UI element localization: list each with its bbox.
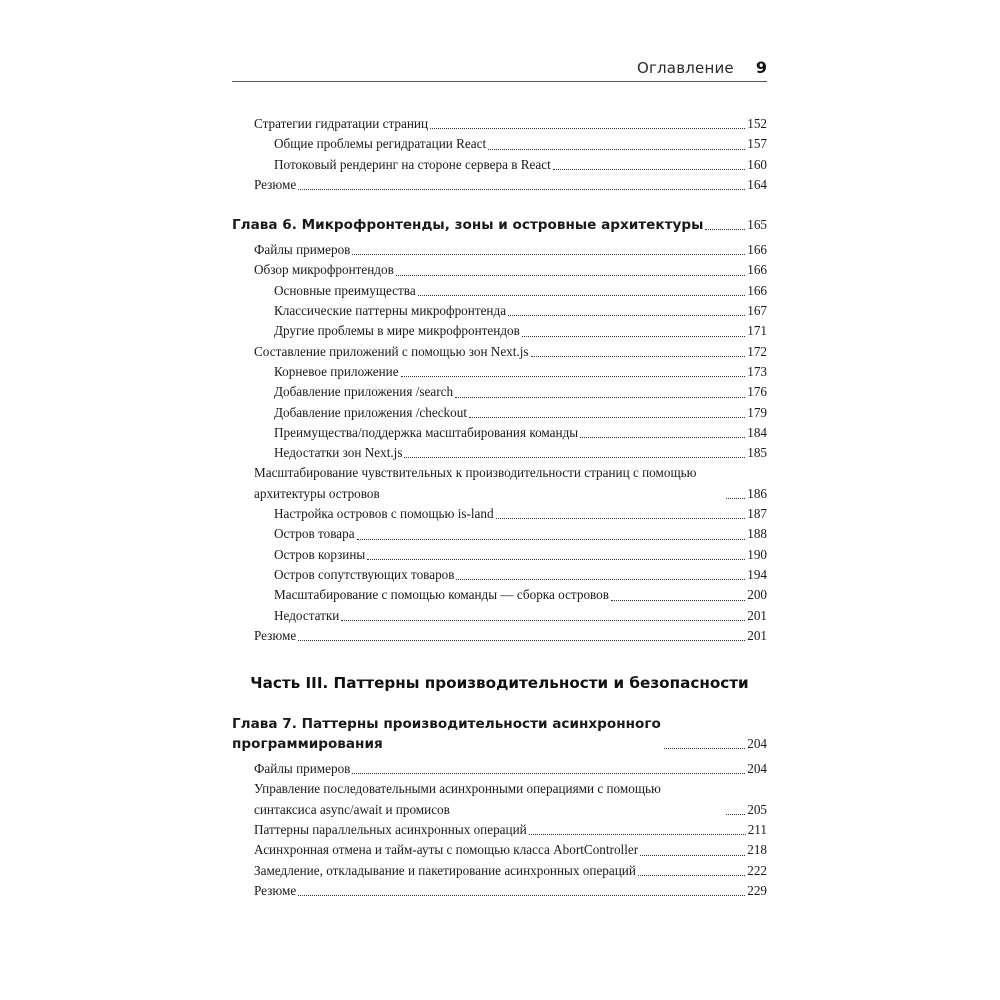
- part-3-heading[interactable]: Часть III. Паттерны производительности и безопасности: [250, 674, 749, 693]
- chapter-title: Глава 6. Микрофронтенды, зоны и островные архитектуры: [232, 217, 704, 234]
- dot-leader: [726, 498, 745, 499]
- toc-entry-title: Управление последовательными асинхронными операциями с помощью синтаксиса async/await и промисов: [254, 781, 661, 817]
- dot-leader: [638, 875, 745, 876]
- dot-leader: [455, 397, 745, 398]
- toc-entry-title: Основные преимущества: [274, 282, 416, 298]
- toc-entry-page: 164: [747, 176, 767, 192]
- toc-entry[interactable]: [232, 565, 767, 585]
- toc-entry[interactable]: [232, 155, 767, 175]
- toc-entry-page: 166: [747, 282, 767, 298]
- chapter-page: 165: [747, 217, 767, 233]
- dot-leader: [298, 640, 745, 641]
- toc-entry[interactable]: [232, 260, 767, 280]
- toc-entry-page: 204: [747, 761, 767, 777]
- running-header: [232, 58, 767, 80]
- dot-leader: [469, 417, 745, 418]
- dot-leader: [664, 748, 745, 749]
- toc-entry[interactable]: [232, 759, 767, 779]
- dot-leader: [522, 336, 745, 337]
- toc-entry-title: Добавление приложения /search: [274, 384, 454, 400]
- dot-leader: [531, 356, 746, 357]
- dot-leader: [726, 814, 745, 815]
- toc-entry[interactable]: [232, 443, 767, 463]
- toc-entry-page: 218: [747, 842, 767, 858]
- toc-entry[interactable]: [232, 820, 767, 840]
- toc-entry-title: Остров сопутствующих товаров: [274, 566, 455, 582]
- toc-entry[interactable]: [232, 342, 767, 362]
- toc-entry-title: Остров товара: [274, 526, 355, 542]
- toc-entry-title: Файлы примеров: [254, 242, 351, 258]
- dot-leader: [456, 579, 745, 580]
- dot-leader: [611, 600, 745, 601]
- toc-entry[interactable]: [232, 362, 767, 382]
- toc-entry[interactable]: [232, 504, 767, 524]
- toc-entry-title: Общие проблемы регидратации React: [274, 136, 487, 152]
- toc-entry[interactable]: [232, 382, 767, 402]
- chapter-page: 204: [747, 736, 767, 752]
- toc-entry-page: 160: [747, 156, 767, 172]
- toc-entry[interactable]: [232, 114, 767, 134]
- toc-entry-page: 222: [747, 862, 767, 878]
- header-rule: [232, 81, 767, 82]
- toc-entry-title: Остров корзины: [274, 546, 366, 562]
- toc-entry[interactable]: [232, 626, 767, 646]
- toc-entry-title: Масштабирование с помощью команды — сборка островов: [274, 587, 610, 603]
- page-number: 9: [755, 58, 767, 77]
- toc-entry-title: Резюме: [254, 176, 297, 192]
- toc-entry[interactable]: [232, 524, 767, 544]
- toc-entry[interactable]: [232, 240, 767, 260]
- toc-entry-title: Другие проблемы в мире микрофронтендов: [274, 323, 520, 339]
- chapter-title: Глава 7. Паттерны производительности асинхронного программирования: [232, 716, 661, 753]
- toc-entry-title: Добавление приложения /checkout: [274, 404, 467, 420]
- toc-entry-page: 200: [747, 587, 767, 603]
- section-title: Оглавление: [636, 59, 734, 77]
- toc-entry-page: 205: [747, 801, 767, 817]
- dot-leader: [404, 457, 745, 458]
- toc-entry[interactable]: [232, 134, 767, 154]
- toc-entry[interactable]: [232, 403, 767, 423]
- toc-entry[interactable]: [232, 881, 767, 901]
- toc-entry-page: 171: [747, 323, 767, 339]
- chapter-7-heading[interactable]: [232, 714, 767, 754]
- toc-entry[interactable]: [232, 423, 767, 443]
- toc-entry-title: Настройка островов с помощью is-land: [274, 506, 494, 522]
- toc-entry[interactable]: [232, 545, 767, 565]
- dot-leader: [352, 773, 745, 774]
- toc-entry-page: 173: [747, 363, 767, 379]
- toc-entry[interactable]: [232, 281, 767, 301]
- toc-entry-page: 201: [747, 607, 767, 623]
- dot-leader: [357, 539, 746, 540]
- dot-leader: [529, 834, 746, 835]
- dot-leader: [496, 518, 746, 519]
- toc-entry-page: 211: [747, 822, 767, 838]
- dot-leader: [341, 620, 745, 621]
- toc-entry-page: 190: [747, 546, 767, 562]
- toc-entry[interactable]: [232, 463, 767, 504]
- dot-leader: [367, 559, 745, 560]
- dot-leader: [580, 437, 745, 438]
- toc-entry-title: Асинхронная отмена и тайм-ауты с помощью класса AbortController: [254, 842, 639, 858]
- toc-entry-title: Потоковый рендеринг на стороне сервера в React: [274, 156, 551, 172]
- toc-entry-title: Замедление, откладывание и пакетирование асинхронных операций: [254, 862, 636, 878]
- toc-entry-page: 166: [747, 262, 767, 278]
- toc-entry-page: 201: [747, 627, 767, 643]
- dot-leader: [508, 315, 745, 316]
- dot-leader: [430, 128, 745, 129]
- toc-entry-title: Классические паттерны микрофронтенда: [274, 303, 507, 319]
- toc-entry[interactable]: [232, 321, 767, 341]
- toc-entry-page: 176: [747, 384, 767, 400]
- toc-entry-page: 172: [747, 343, 767, 359]
- toc-entry-title: Паттерны параллельных асинхронных операций: [254, 822, 527, 838]
- chapter-5-tail: [232, 114, 767, 195]
- table-of-contents: [232, 112, 767, 901]
- toc-entry-title: Файлы примеров: [254, 761, 351, 777]
- toc-entry-page: 166: [747, 242, 767, 258]
- dot-leader: [396, 275, 745, 276]
- toc-entry-title: Недостатки зон Next.js: [274, 445, 403, 461]
- dot-leader: [401, 376, 746, 377]
- toc-entry-title: Резюме: [254, 882, 297, 898]
- dot-leader: [705, 229, 745, 230]
- toc-entry-title: Преимущества/поддержка масштабирования команды: [274, 424, 579, 440]
- dot-leader: [352, 254, 745, 255]
- toc-entry-page: 157: [747, 136, 767, 152]
- toc-entry-title: Составление приложений с помощью зон Next.js: [254, 343, 529, 359]
- toc-entry[interactable]: [232, 861, 767, 881]
- dot-leader: [298, 189, 745, 190]
- dot-leader: [640, 855, 745, 856]
- toc-entry-title: Резюме: [254, 627, 297, 643]
- toc-entry-page: 167: [747, 303, 767, 319]
- dot-leader: [298, 895, 745, 896]
- chapter-7-entries: [232, 759, 767, 901]
- toc-entry-page: 186: [747, 485, 767, 501]
- toc-entry-title: Масштабирование чувствительных к производительности страниц с помощью архитектуры островов: [254, 465, 697, 501]
- toc-entry-title: Обзор микрофронтендов: [254, 262, 394, 278]
- toc-entry-title: Недостатки: [274, 607, 340, 623]
- toc-entry[interactable]: [232, 175, 767, 195]
- toc-entry-page: 185: [747, 445, 767, 461]
- dot-leader: [418, 295, 746, 296]
- toc-entry-title: Корневое приложение: [274, 363, 399, 379]
- toc-entry-page: 179: [747, 404, 767, 420]
- toc-entry[interactable]: [232, 606, 767, 626]
- toc-entry-page: 229: [747, 882, 767, 898]
- toc-entry-title: Стратегии гидратации страниц: [254, 116, 429, 131]
- toc-entry-page: 188: [747, 526, 767, 542]
- toc-entry-page: 187: [747, 506, 767, 522]
- toc-entry-page: 194: [747, 566, 767, 582]
- toc-entry[interactable]: [232, 840, 767, 860]
- dot-leader: [553, 169, 745, 170]
- toc-entry-page: 184: [747, 424, 767, 440]
- toc-entry[interactable]: [232, 779, 767, 820]
- chapter-6-entries: [232, 240, 767, 646]
- dot-leader: [488, 149, 745, 150]
- toc-entry[interactable]: [232, 301, 767, 321]
- chapter-6-heading[interactable]: [232, 215, 767, 235]
- toc-entry[interactable]: [232, 585, 767, 605]
- toc-entry-page: 152: [747, 116, 767, 131]
